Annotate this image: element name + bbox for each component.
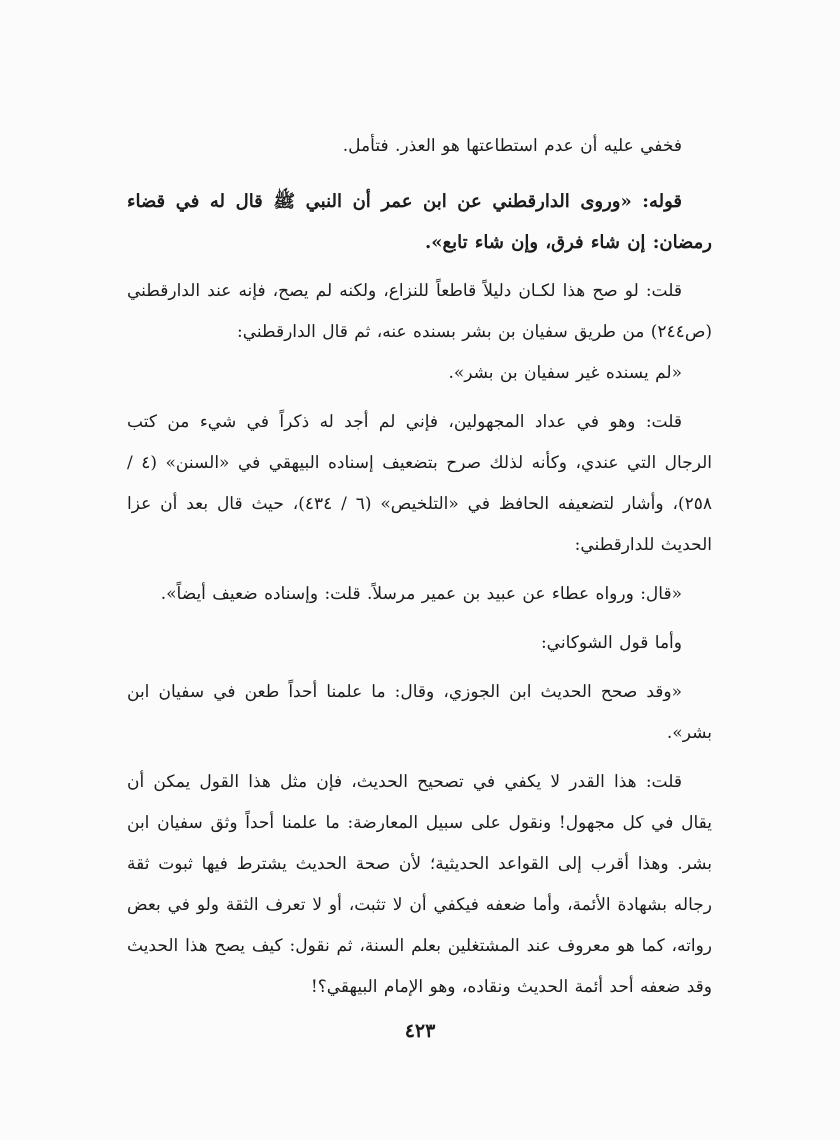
paragraph-quote: «قال: ورواه عطاء عن عبيد بن عمير مرسلاً. قلت: وإسناده ضعيف أيضاً». [160, 584, 682, 604]
main-text [127, 126, 712, 1008]
paragraph-quote-heading: قوله: «وروى الدارقطني عن ابن عمر أن النبي ﷺ قال له في قضاء رمضان: إن شاء فرق، وإن شاء تابع». [127, 191, 712, 253]
page-number: ٤٢٣ [404, 1020, 436, 1042]
paragraph-commentary: قلت: لو صح هذا لكـان دليلاً قاطعاً للنزاع، ولكنه لم يصح، فإنه عند الدارقطني (ص٢٤٤) من طريق سفيان بن بشر بسنده عنه، ثم قال الدارقطني: [127, 281, 712, 342]
paragraph-conclusion: فخفي عليه أن عدم استطاعتها هو العذر. فتأمل. [342, 136, 682, 156]
paragraph-commentary: قلت: وهو في عداد المجهولين، فإني لم أجد له ذكراً في شيء من كتب الرجال التي عندي، وكأنه لذلك صرح بتضعيف إسناده البيهقي في «السنن» (٤ / ٢٥٨)، وأشار لتضعيفه الحافظ في «التلخيص» (٦ / ٤٣٤)، حيث قال بعد أن عزا الحديث للدارقطني: [127, 412, 712, 555]
paragraph-commentary: وأما قول الشوكاني: [540, 633, 682, 653]
paragraph-commentary: قلت: هذا القدر لا يكفي في تصحيح الحديث، فإن مثل هذا القول يمكن أن يقال في كل مجهول! ونقول على سبيل المعارضة: ما علمنا أحداً وثق سفيان ابن بشر. وهذا أقرب إلى القواعد الحديثية؛ لأن صحة الحديث يشترط فيها ثبوت ثقة رجاله بشهادة الأئمة، وأما ضعفه فيكفي أن لا تثبت، أو لا تعرف الثقة ولو في بعض رواته، كما هو معروف عند المشتغلين بعلم السنة، ثم نقول: كيف يصح هذا الحديث وقد ضعفه أحد أئمة الحديث ونقاده، وهو الإمام البيهقي؟! [127, 772, 712, 997]
paragraph-quote: «وقد صحح الحديث ابن الجوزي، وقال: ما علمنا أحداً طعن في سفيان ابن بشر». [127, 682, 712, 743]
paragraph-quote: «لم يسنده غير سفيان بن بشر». [448, 363, 682, 383]
